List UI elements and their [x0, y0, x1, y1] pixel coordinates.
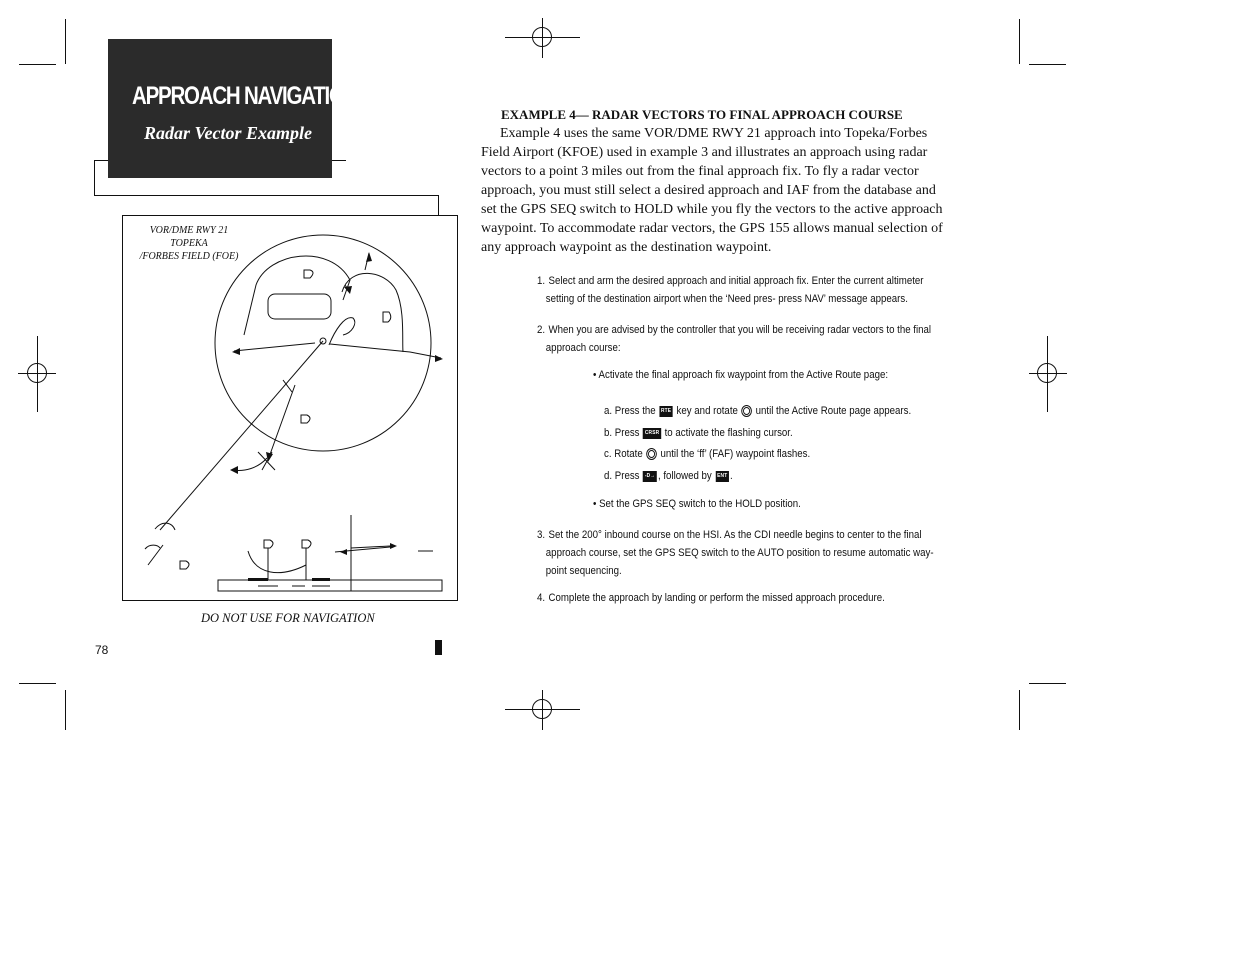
substep-text: until the Active Route page appears. [755, 405, 912, 417]
registration-mark [532, 699, 552, 719]
substep-text: key and rotate [676, 405, 738, 417]
profile-curve [248, 551, 306, 573]
chart-title-line: /FORBES FIELD (FOE) [139, 251, 239, 262]
step-2 [537, 321, 942, 357]
radar-vector-track [268, 385, 295, 460]
page-subtitle: Radar Vector Example [144, 123, 313, 143]
crop-mark [1019, 690, 1020, 730]
step-number: 2. [537, 324, 546, 336]
substep-d [604, 467, 938, 485]
step-text: point sequencing. [545, 565, 622, 577]
final-approach-course [160, 341, 323, 530]
arrowhead [366, 252, 372, 262]
rotary-knob-icon [741, 405, 752, 417]
arrowhead [232, 348, 240, 355]
step-text: approach course: [545, 342, 621, 354]
step-3 [537, 526, 942, 580]
rotary-knob-icon [646, 448, 657, 460]
waypoint-d [383, 312, 391, 322]
dme-arc-right [330, 344, 441, 358]
substep-text: a. Press the [604, 405, 656, 417]
arrowhead [435, 355, 443, 362]
step-text: Set the 200° inbound course on the HSI. As the CDI needle begins to center to the final [548, 529, 922, 541]
substep-b [604, 424, 938, 442]
substep-a [604, 402, 938, 420]
step-1 [537, 272, 942, 308]
step-number: 4. [537, 592, 546, 604]
step-4 [537, 589, 942, 607]
arrowhead [390, 543, 397, 549]
step-text: approach course, set the GPS SEQ switch to the AUTO position to resume automatic way- [545, 547, 934, 559]
page-number: 78 [95, 643, 109, 657]
substep-text: d. Press [604, 470, 640, 482]
bullet-activate-faf: • Activate the final approach fix waypoint from the Active Route page: [593, 369, 889, 381]
bullet-gps-seq-hold: • Set the GPS SEQ switch to the HOLD position. [593, 498, 801, 510]
procedure-turn-outline [244, 256, 350, 335]
substep-text: b. Press [604, 427, 640, 439]
step-text: Select and arm the desired approach and initial approach fix. Enter the current altimeter [548, 275, 924, 287]
page-tab-marker [435, 640, 442, 655]
airport-symbol [145, 545, 163, 565]
waypoint-d [264, 540, 273, 548]
step-text: Complete the approach by landing or perform the missed approach procedure. [548, 592, 885, 604]
intro-text: Example 4 uses the same VOR/DME RWY 21 approach into Topeka/Forbes Field Airport (KFOE) used in example 3 and illustrates an approach using radar vectors to a point 3 miles out from the final approach fix. To fly a radar vector approach, you must still select a desired approach and IAF from the database and set the GPS SEQ switch to HOLD while you fly the vectors to the active approach waypoint. To accommodate radar vectors, the GPS 155 allows manual selection of any approach waypoint as the destination waypoint. [481, 126, 943, 255]
substep-c [604, 445, 938, 463]
waypoint-d [304, 270, 313, 278]
step-text: When you are advised by the controller that you will be receiving radar vectors to the final [548, 324, 932, 336]
arrowhead [230, 466, 238, 474]
step-text: setting of the destination airport when the ‘Need pres- press NAV’ message appears. [545, 293, 908, 305]
chart-title-line: TOPEKA [170, 238, 208, 249]
substep-text: c. Rotate [604, 448, 643, 460]
substep-text: , followed by [657, 470, 712, 482]
navigation-warning: DO NOT USE FOR NAVIGATION [201, 611, 375, 625]
crop-mark [1029, 683, 1066, 684]
chart-range-circle [215, 235, 431, 451]
step-number: 1. [537, 275, 546, 287]
waypoint-d [180, 561, 189, 569]
direct-to-key-icon: -D→ [643, 471, 657, 482]
rte-key-icon: RTE [659, 406, 673, 417]
substep-text: until the ‘ff’ (FAF) waypoint flashes. [660, 448, 811, 460]
crop-mark [1029, 64, 1066, 65]
profile-thick-bar [248, 578, 268, 581]
crop-mark [19, 683, 56, 684]
chart-info-box [268, 294, 331, 319]
step-number: 3. [537, 529, 546, 541]
dme-arc-left [234, 343, 315, 351]
crsr-key-icon: CRSR [643, 428, 661, 439]
ent-key-icon: ENT [715, 471, 729, 482]
substep-text: to activate the flashing cursor. [664, 427, 793, 439]
holding-pattern [342, 273, 403, 352]
waypoint-d [301, 415, 310, 423]
arrowhead [340, 549, 347, 555]
profile-descent [335, 547, 433, 552]
chart-title-line: VOR/DME RWY 21 [149, 225, 229, 236]
waypoint-d [302, 540, 311, 548]
approach-chart-drawing [0, 0, 470, 610]
registration-mark [1037, 363, 1057, 383]
intro-paragraph [481, 124, 943, 257]
page-title: APPROACH NAVIGATION [132, 82, 358, 110]
crop-mark [65, 690, 66, 730]
substep-text: . [729, 470, 733, 482]
registration-mark [532, 27, 552, 47]
example-heading: EXAMPLE 4— RADAR VECTORS TO FINAL APPROACH COURSE [501, 107, 903, 122]
crop-mark [1019, 19, 1020, 64]
missed-approach-loop [329, 318, 355, 345]
profile-thick-bar [312, 578, 330, 581]
